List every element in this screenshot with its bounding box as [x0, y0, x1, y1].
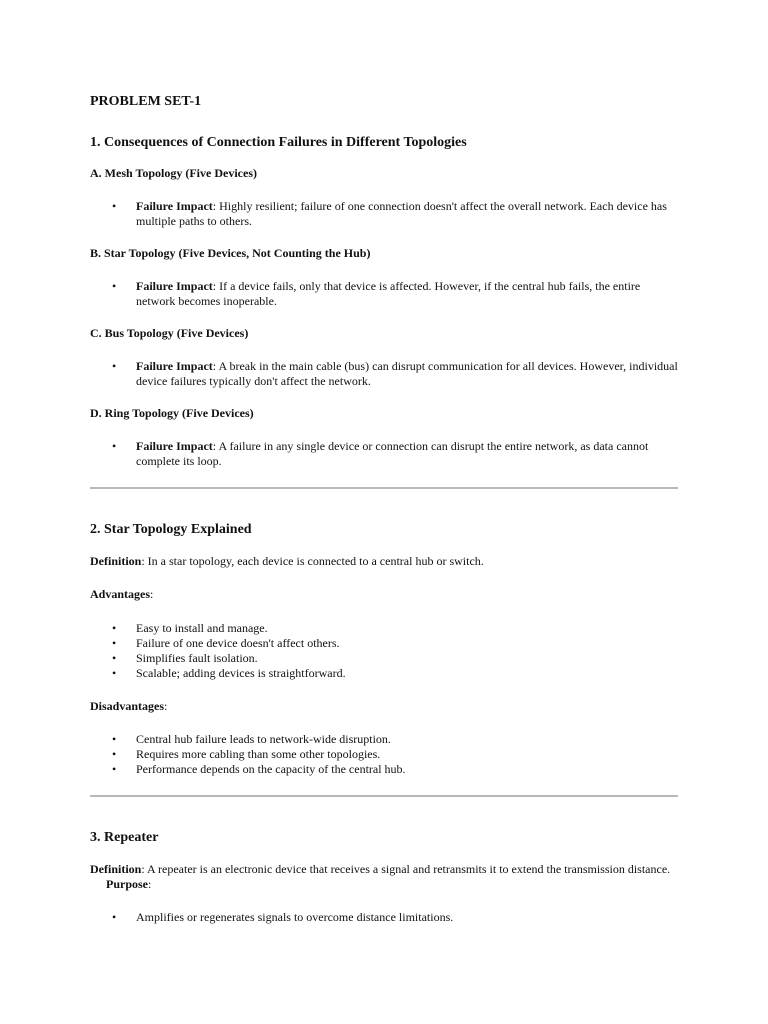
bus-topology-heading: C. Bus Topology (Five Devices) [90, 326, 249, 340]
failure-impact-label: Failure Impact [136, 279, 213, 293]
section-3-heading: 3. Repeater [90, 830, 159, 845]
disadvantages-heading [90, 699, 678, 714]
list-item [90, 199, 678, 229]
list-item: • Failure of one device doesn't affect others. [90, 636, 678, 651]
failure-impact-text: : A failure in any single device or connection can disrupt the entire network, as data cannot complete its loop. [136, 439, 649, 468]
purpose-colon: : [148, 877, 152, 891]
failure-impact-label: Failure Impact [136, 359, 213, 373]
definition-text: : In a star topology, each device is connected to a central hub or switch. [141, 554, 484, 568]
advantages-colon: : [150, 587, 154, 601]
list-item [90, 359, 678, 389]
disadvantages-label: Disadvantages [90, 699, 165, 713]
list-item: • Scalable; adding devices is straightforward. [90, 666, 678, 681]
star-definition [90, 554, 678, 569]
advantages-label: Advantages [90, 587, 151, 601]
ring-topology-list [90, 439, 678, 469]
failure-impact-text: : A break in the main cable (bus) can disrupt communication for all devices. However, individual device failures typically don't affect the network. [136, 359, 678, 388]
list-item [90, 439, 678, 469]
failure-impact-text: : If a device fails, only that device is affected. However, if the central hub fails, the entire network becomes inoperable. [136, 279, 641, 308]
list-item: • Amplifies or regenerates signals to overcome distance limitations. [90, 910, 678, 925]
purpose-list [90, 910, 678, 925]
purpose-label: Purpose [106, 877, 148, 891]
failure-impact-text: : Highly resilient; failure of one connection doesn't affect the overall network. Each device has multiple paths to others. [136, 199, 667, 228]
section-1-heading: 1. Consequences of Connection Failures in Different Topologies [90, 135, 467, 150]
document-content [90, 93, 678, 925]
failure-impact-label: Failure Impact [136, 199, 213, 213]
repeater-definition [90, 862, 678, 892]
document-title: PROBLEM SET-1 [90, 94, 202, 109]
list-item: • Central hub failure leads to network-wide disruption. [90, 732, 678, 747]
disadvantages-list [90, 732, 678, 777]
definition-label: Definition [90, 554, 142, 568]
definition-label: Definition [90, 862, 142, 876]
definition-text: : A repeater is an electronic device that receives a signal and retransmits it to extend the transmission distance. [141, 862, 671, 876]
list-item: • Easy to install and manage. [90, 621, 678, 636]
bus-topology-list [90, 359, 678, 389]
disadvantages-colon: : [164, 699, 168, 713]
advantages-list [90, 621, 678, 681]
section-2-heading: 2. Star Topology Explained [90, 522, 252, 537]
mesh-topology-list [90, 199, 678, 229]
list-item: • Simplifies fault isolation. [90, 651, 678, 666]
mesh-topology-heading: A. Mesh Topology (Five Devices) [90, 166, 257, 180]
failure-impact-label: Failure Impact [136, 439, 213, 453]
advantages-heading [90, 587, 678, 602]
star-topology-list [90, 279, 678, 309]
list-item [90, 279, 678, 309]
list-item: • Performance depends on the capacity of the central hub. [90, 762, 678, 777]
ring-topology-heading: D. Ring Topology (Five Devices) [90, 406, 254, 420]
star-topology-heading: B. Star Topology (Five Devices, Not Counting the Hub) [90, 246, 371, 260]
list-item: • Requires more cabling than some other topologies. [90, 747, 678, 762]
